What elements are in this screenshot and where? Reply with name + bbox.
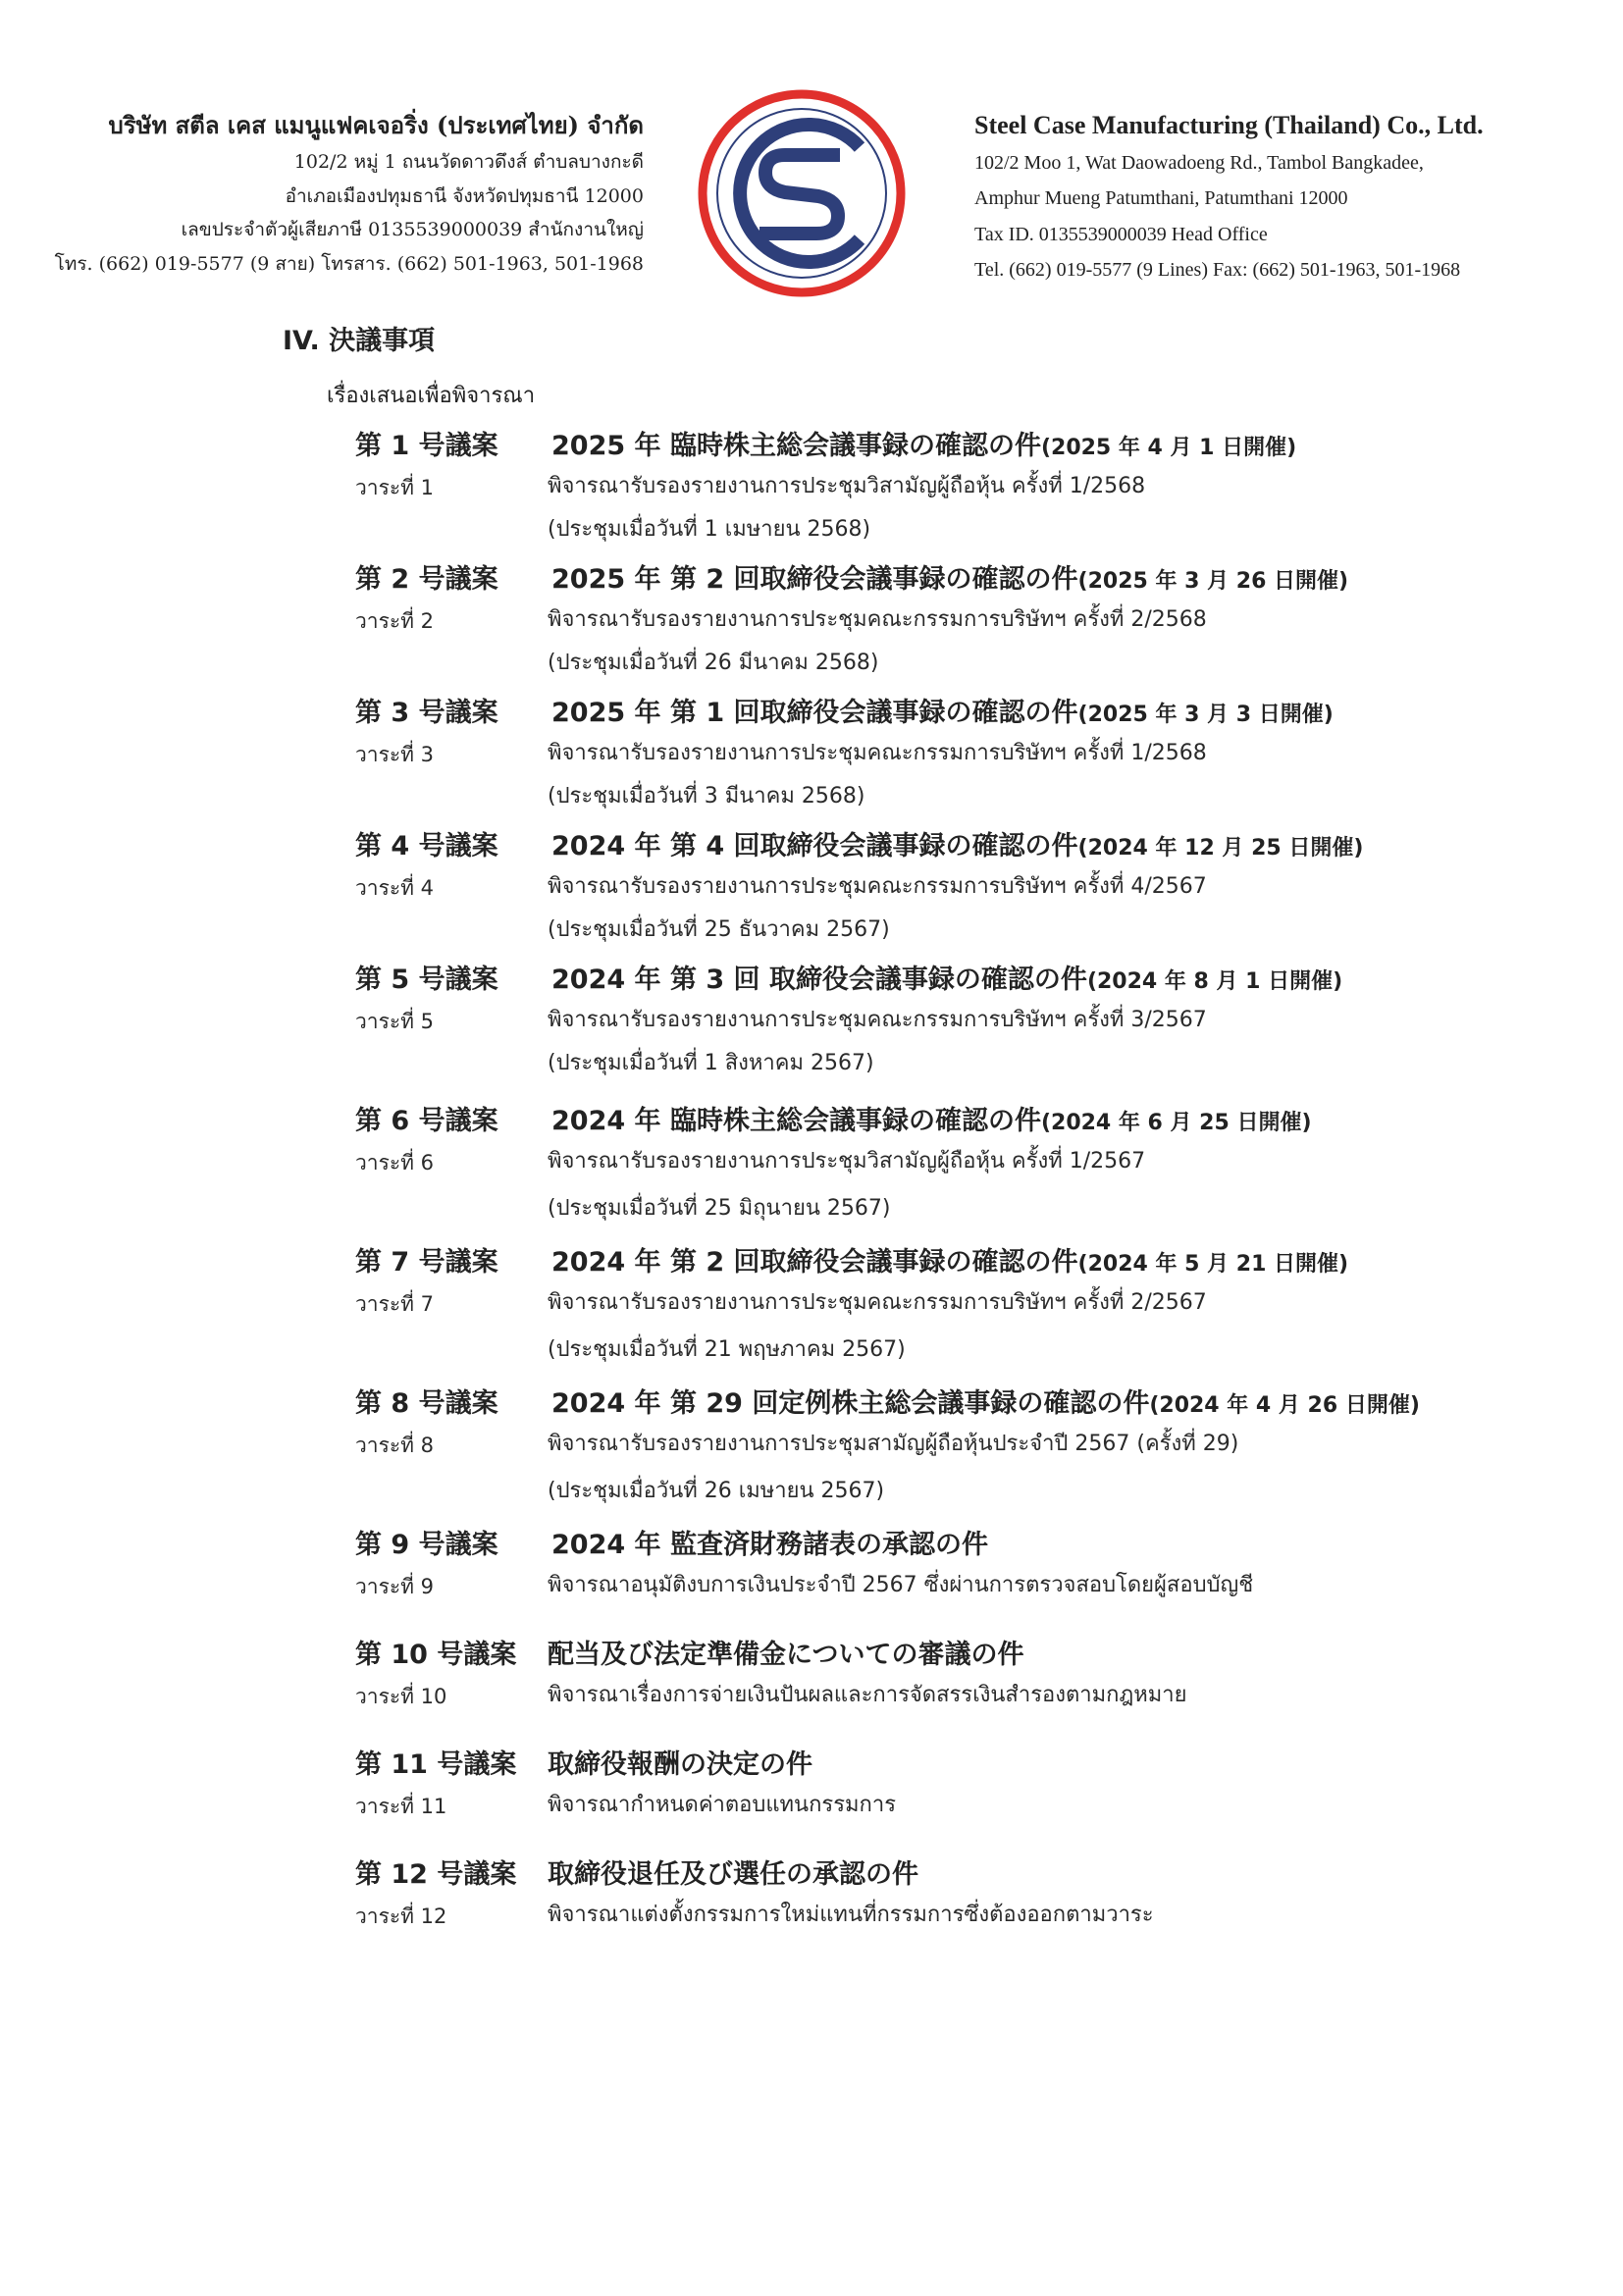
agenda-jp-number: 第 5 号議案 (355, 965, 498, 995)
address-line1-english: 102/2 Moo 1, Wat Daowadoeng Rd., Tambol Bangkadee, (974, 152, 1424, 174)
agenda-th-meeting-date: (ประชุมเมื่อวันที่ 1 เมษายน 2568) (548, 517, 871, 542)
agenda-jp-date: (2024 年 4 月 26 日開催) (1149, 1393, 1420, 1418)
agenda-jp-number: 第 3 号議案 (355, 698, 498, 728)
agenda-jp-number: 第 10 号議案 (355, 1640, 517, 1670)
tax-line-thai: เลขประจำตัวผู้เสียภาษี 0135539000039 สำนักงานใหญ่ (181, 219, 644, 241)
agenda-jp-number: 第 4 号議案 (355, 831, 498, 861)
agenda-jp-number: 第 1 号議案 (355, 431, 498, 461)
sc-monogram-logo-icon (695, 86, 909, 300)
header-thai-block (16, 106, 644, 281)
agenda-th-meeting-date: (ประชุมเมื่อวันที่ 3 มีนาคม 2568) (548, 784, 865, 809)
agenda-th-description: พิจารณารับรองรายงานการประชุมวิสามัญผู้ถือหุ้น ครั้งที่ 1/2567 (548, 1149, 1146, 1174)
header-english-block (974, 106, 1602, 288)
agenda-th-number: วาระที่ 2 (355, 609, 435, 633)
agenda-th-number: วาระที่ 8 (355, 1434, 435, 1457)
agenda-jp-title: 2024 年 臨時株主総会議事録の確認の件(2024 年 6 月 25 日開催) (551, 1106, 1312, 1136)
agenda-list (343, 424, 1501, 1935)
agenda-jp-title: 2025 年 第 1 回取締役会議事録の確認の件(2025 年 3 月 3 日開催) (551, 698, 1334, 728)
agenda-th-description: พิจารณาอนุมัติงบการเงินประจำปี 2567 ซึ่งผ่านการตรวจสอบโดยผู้สอบบัญชี (548, 1573, 1254, 1597)
agenda-th-meeting-date: (ประชุมเมื่อวันที่ 26 มีนาคม 2568) (548, 651, 879, 675)
agenda-item-6 (343, 1099, 1501, 1240)
agenda-th-meeting-date: (ประชุมเมื่อวันที่ 25 มิถุนายน 2567) (548, 1196, 891, 1221)
agenda-th-number: วาระที่ 6 (355, 1151, 435, 1174)
agenda-item-4 (343, 824, 1501, 958)
agenda-item-8 (343, 1382, 1501, 1523)
agenda-jp-title: 取締役退任及び選任の承認の件 (548, 1859, 918, 1890)
agenda-th-description: พิจารณาเรื่องการจ่ายเงินปันผลและการจัดสรรเงินสำรองตามกฎหมาย (548, 1683, 1187, 1707)
agenda-jp-date: (2024 年 6 月 25 日開催) (1040, 1111, 1312, 1135)
agenda-th-number: วาระที่ 9 (355, 1575, 435, 1598)
agenda-jp-date: (2025 年 3 月 3 日開催) (1077, 703, 1334, 727)
agenda-item-9 (343, 1523, 1501, 1633)
agenda-th-number: วาระที่ 4 (355, 876, 435, 900)
agenda-jp-number: 第 9 号議案 (355, 1530, 498, 1560)
tax-line-english: Tax ID. 0135539000039 Head Office (974, 223, 1268, 245)
agenda-th-meeting-date: (ประชุมเมื่อวันที่ 21 พฤษภาคม 2567) (548, 1337, 906, 1362)
agenda-jp-title: 2024 年 第 4 回取締役会議事録の確認の件(2024 年 12 月 25 日開催) (551, 831, 1364, 861)
agenda-jp-title: 取締役報酬の決定の件 (548, 1749, 812, 1780)
agenda-th-number: วาระที่ 3 (355, 743, 435, 766)
agenda-th-number: วาระที่ 10 (355, 1685, 447, 1708)
agenda-jp-title: 2024 年 第 3 回 取締役会議事録の確認の件(2024 年 8 月 1 日開催) (551, 965, 1343, 995)
agenda-jp-number: 第 8 号議案 (355, 1388, 498, 1419)
agenda-jp-title: 2025 年 第 2 回取締役会議事録の確認の件(2025 年 3 月 26 日開催) (551, 564, 1349, 595)
agenda-jp-number: 第 6 号議案 (355, 1106, 498, 1136)
phone-line-thai: โทร. (662) 019-5577 (9 สาย) โทรสาร. (662) 501-1963, 501-1968 (54, 252, 644, 275)
agenda-item-1 (343, 424, 1501, 557)
section-intro: เรื่องเสนอเพื่อพิจารณา (327, 384, 536, 408)
agenda-item-12 (343, 1852, 1501, 1935)
company-name-thai: บริษัท สตีล เคส แมนูแฟคเจอริ่ง (ประเทศไทย) จำกัด (108, 111, 644, 139)
address-line2-thai: อำเภอเมืองปทุมธานี จังหวัดปทุมธานี 12000 (285, 184, 644, 207)
address-line2-english: Amphur Mueng Patumthani, Patumthani 12000 (974, 187, 1348, 210)
section-title: IV. 決議事項 (283, 326, 436, 356)
agenda-th-meeting-date: (ประชุมเมื่อวันที่ 26 เมษายน 2567) (548, 1479, 885, 1503)
agenda-item-3 (343, 691, 1501, 824)
agenda-th-number: วาระที่ 1 (355, 476, 435, 499)
agenda-th-description: พิจารณารับรองรายงานการประชุมคณะกรรมการบริษัทฯ ครั้งที่ 2/2567 (548, 1290, 1207, 1315)
agenda-th-description: พิจารณารับรองรายงานการประชุมคณะกรรมการบริษัทฯ ครั้งที่ 1/2568 (548, 741, 1207, 765)
agenda-th-number: วาระที่ 12 (355, 1905, 447, 1928)
agenda-jp-number: 第 12 号議案 (355, 1859, 517, 1890)
agenda-th-description: พิจารณารับรองรายงานการประชุมคณะกรรมการบริษัทฯ ครั้งที่ 2/2568 (548, 607, 1207, 632)
agenda-item-7 (343, 1240, 1501, 1382)
agenda-th-meeting-date: (ประชุมเมื่อวันที่ 25 ธันวาคม 2567) (548, 917, 890, 942)
agenda-jp-date: (2024 年 5 月 21 日開催) (1077, 1252, 1349, 1277)
agenda-jp-date: (2024 年 8 月 1 日開催) (1086, 969, 1343, 994)
agenda-th-description: พิจารณาแต่งตั้งกรรมการใหม่แทนที่กรรมการซึ่งต้องออกตามวาระ (548, 1903, 1154, 1927)
agenda-th-meeting-date: (ประชุมเมื่อวันที่ 1 สิงหาคม 2567) (548, 1051, 874, 1075)
phone-line-english: Tel. (662) 019-5577 (9 Lines) Fax: (662) 501-1963, 501-1968 (974, 259, 1461, 282)
agenda-th-number: วาระที่ 7 (355, 1292, 435, 1316)
agenda-jp-number: 第 2 号議案 (355, 564, 498, 595)
agenda-jp-date: (2025 年 3 月 26 日開催) (1077, 569, 1349, 594)
agenda-jp-title: 2025 年 臨時株主総会議事録の確認の件(2025 年 4 月 1 日開催) (551, 431, 1297, 461)
agenda-jp-date: (2025 年 4 月 1 日開催) (1040, 436, 1297, 460)
agenda-jp-title: 配当及び法定準備金についての審議の件 (548, 1640, 1024, 1670)
agenda-item-2 (343, 557, 1501, 691)
company-name-english: Steel Case Manufacturing (Thailand) Co., Ltd. (974, 111, 1484, 139)
agenda-item-10 (343, 1633, 1501, 1743)
agenda-jp-number: 第 11 号議案 (355, 1749, 517, 1780)
address-line1-thai: 102/2 หมู่ 1 ถนนวัดดาวดึงส์ ตำบลบางกะดี (293, 151, 644, 173)
agenda-th-description: พิจารณารับรองรายงานการประชุมคณะกรรมการบริษัทฯ ครั้งที่ 4/2567 (548, 874, 1207, 899)
agenda-jp-title: 2024 年 監査済財務諸表の承認の件 (551, 1530, 988, 1560)
agenda-item-5 (343, 958, 1501, 1099)
agenda-jp-title: 2024 年 第 2 回取締役会議事録の確認の件(2024 年 5 月 21 日開催) (551, 1247, 1349, 1278)
agenda-item-11 (343, 1743, 1501, 1852)
agenda-th-description: พิจารณารับรองรายงานการประชุมคณะกรรมการบริษัทฯ ครั้งที่ 3/2567 (548, 1008, 1207, 1032)
agenda-jp-title: 2024 年 第 29 回定例株主総会議事録の確認の件(2024 年 4 月 26 日開催) (551, 1388, 1420, 1419)
agenda-th-number: วาระที่ 11 (355, 1795, 447, 1818)
agenda-th-description: พิจารณากำหนดค่าตอบแทนกรรมการ (548, 1793, 897, 1817)
agenda-th-number: วาระที่ 5 (355, 1010, 435, 1033)
agenda-th-description: พิจารณารับรองรายงานการประชุมวิสามัญผู้ถือหุ้น ครั้งที่ 1/2568 (548, 474, 1146, 498)
agenda-jp-number: 第 7 号議案 (355, 1247, 498, 1278)
agenda-jp-date: (2024 年 12 月 25 日開催) (1077, 836, 1364, 861)
agenda-th-description: พิจารณารับรองรายงานการประชุมสามัญผู้ถือหุ้นประจำปี 2567 (ครั้งที่ 29) (548, 1432, 1239, 1456)
